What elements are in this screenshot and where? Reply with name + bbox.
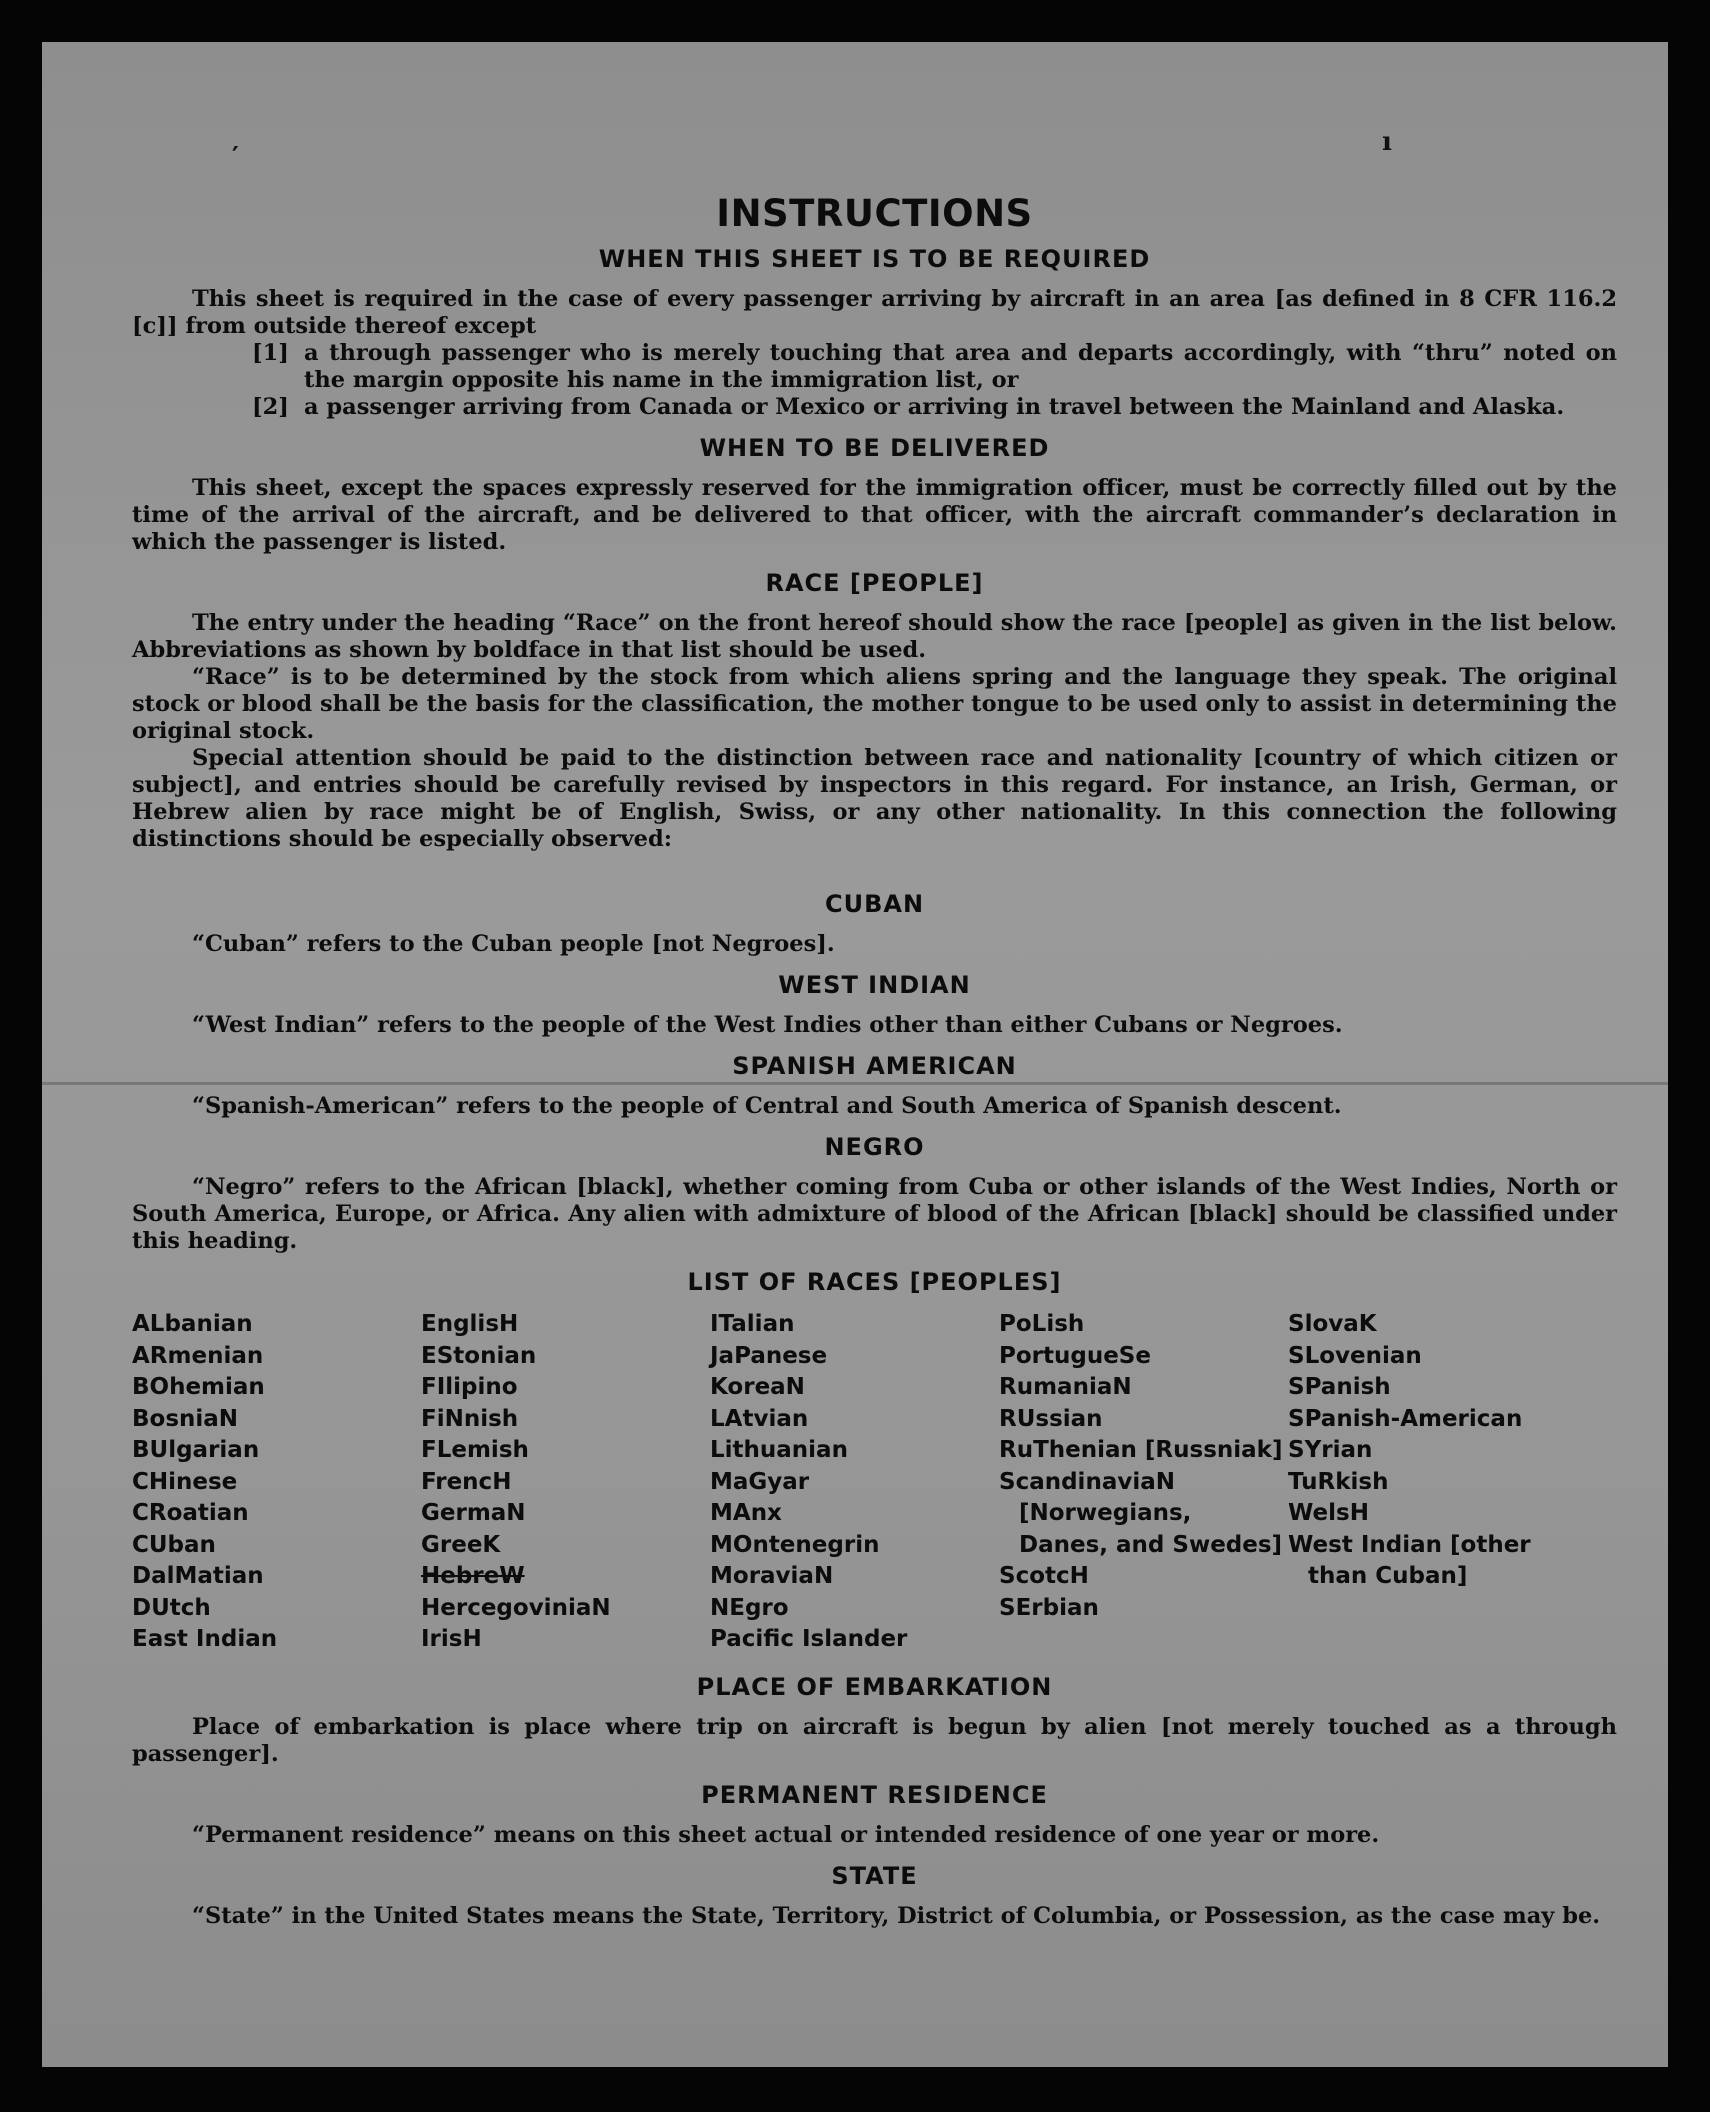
heading-cuban: CUBAN bbox=[824, 890, 925, 918]
heading-state: STATE bbox=[831, 1861, 918, 1890]
race-item: HercegoviniaN bbox=[421, 1594, 611, 1621]
race-item: SErbian bbox=[999, 1594, 1099, 1621]
race-item: MaGyar bbox=[710, 1468, 810, 1495]
page-title: INSTRUCTIONS bbox=[716, 192, 1033, 235]
race-item: MOntenegrin bbox=[710, 1531, 880, 1558]
race-item: EnglisH bbox=[421, 1311, 519, 1337]
heading-negro: NEGRO bbox=[824, 1133, 925, 1161]
race-item: MoraviaN bbox=[710, 1563, 834, 1589]
race-item: BUlgarian bbox=[132, 1437, 260, 1463]
heading-spanish-american: SPANISH AMERICAN bbox=[732, 1052, 1017, 1080]
west-indian-text: “West Indian” refers to the people of the West Indies other than either Cubans or Negroes. bbox=[192, 1012, 1343, 1038]
race-item: SlovaK bbox=[1288, 1311, 1377, 1337]
heading-permanent-residence: PERMANENT RESIDENCE bbox=[701, 1780, 1048, 1809]
race-item-struck-out: HebreW bbox=[421, 1563, 525, 1589]
race-item: FLemish bbox=[421, 1437, 529, 1463]
race-item: KoreaN bbox=[710, 1374, 805, 1400]
race-paragraph: “Race” is to be determined by the stock from which aliens spring and the language they speak. The original stock or blood shall be the basis for the classification, the mother tongue to be used only to assist in determining the original stock. bbox=[132, 664, 1617, 744]
race-paragraph: Special attention should be paid to the distinction between race and nationality [country of which citizen or subject], and entries should be carefully revised by inspectors in this regard. For instance, an Irish, German, or Hebrew alien by race might be of English, Swiss, or any other nationality. In this connection the following distinctions should be especially observed: bbox=[132, 745, 1617, 852]
spanish-american-text: “Spanish-American” refers to the people of Central and South America of Spanish descent. bbox=[192, 1093, 1342, 1119]
race-item: NEgro bbox=[710, 1594, 789, 1621]
race-item: CHinese bbox=[132, 1468, 238, 1495]
race-column-1 bbox=[132, 1309, 421, 1656]
race-item: BOhemian bbox=[132, 1374, 265, 1400]
heading-embarkation: PLACE OF EMBARKATION bbox=[696, 1672, 1053, 1701]
race-item: CRoatian bbox=[132, 1500, 249, 1526]
race-list bbox=[132, 1309, 1617, 1656]
race-item: BosniaN bbox=[132, 1405, 239, 1432]
race-item: GreeK bbox=[421, 1531, 501, 1558]
when-delivered-text: This sheet, except the spaces expressly reserved for the immigration officer, must be correctly filled out by the time of the arrival of the aircraft, and be delivered to that officer, with the aircraft commander’s declaration in which the passenger is listed. bbox=[132, 475, 1617, 555]
race-item: DalMatian bbox=[132, 1563, 264, 1589]
race-item: RuThenian [Russniak] bbox=[999, 1437, 1283, 1463]
race-column-3 bbox=[710, 1309, 999, 1656]
race-item: West Indian [other than Cuban] bbox=[1288, 1531, 1531, 1589]
race-item: GermaN bbox=[421, 1500, 526, 1526]
race-item: JaPanese bbox=[710, 1342, 828, 1369]
race-item: CUban bbox=[132, 1531, 216, 1558]
race-item: FiNnish bbox=[421, 1405, 519, 1432]
embarkation-text: Place of embarkation is place where trip on aircraft is begun by alien [not merely touched as a through passenger]. bbox=[132, 1713, 1617, 1767]
exception-item: [1] a through passenger who is merely touching that area and departs accordingly, with “thru” noted on the margin opposite his name in the immigration list, or bbox=[252, 340, 1617, 393]
race-item: Lithuanian bbox=[710, 1437, 848, 1463]
stray-mark: ′ bbox=[232, 142, 239, 172]
state-text: “State” in the United States means the State, Territory, District of Columbia, or Possession, as the case may be. bbox=[192, 1902, 1601, 1929]
permanent-residence-text: “Permanent residence” means on this sheet actual or intended residence of one year or more. bbox=[192, 1821, 1380, 1848]
race-paragraph: The entry under the heading “Race” on the front hereof should show the race [people] as given in the list below. Abbreviations as shown by boldface in that list should be used. bbox=[132, 610, 1617, 663]
heading-when-required: WHEN THIS SHEET IS TO BE REQUIRED bbox=[598, 245, 1151, 273]
exception-item: [2] a passenger arriving from Canada or Mexico or arriving in travel between the Mainland and Alaska. bbox=[252, 394, 1565, 420]
race-item: IrisH bbox=[421, 1626, 482, 1652]
race-item: SLovenian bbox=[1288, 1342, 1422, 1369]
heading-when-delivered: WHEN TO BE DELIVERED bbox=[699, 434, 1050, 462]
negro-text: “Negro” refers to the African [black], whether coming from Cuba or other islands of the West Indies, North or South America, Europe, or Africa. Any alien with admixture of blood of the African [black] should be classified under this heading. bbox=[132, 1174, 1617, 1254]
race-item: ALbanian bbox=[132, 1311, 253, 1337]
race-item: PortugueSe bbox=[999, 1342, 1151, 1369]
race-item: ITalian bbox=[710, 1311, 795, 1337]
race-item: DUtch bbox=[132, 1594, 211, 1621]
race-item: ScotcH bbox=[999, 1563, 1089, 1589]
stray-mark: ı bbox=[1382, 127, 1392, 157]
race-item: FIlipino bbox=[421, 1374, 518, 1400]
race-column-5 bbox=[1288, 1309, 1577, 1656]
race-item: EStonian bbox=[421, 1342, 537, 1369]
race-item: WelsH bbox=[1288, 1500, 1369, 1526]
heading-list-of-races: LIST OF RACES [PEOPLES] bbox=[687, 1268, 1062, 1296]
race-item: East Indian bbox=[132, 1626, 278, 1652]
race-item: MAnx bbox=[710, 1500, 782, 1526]
document-page bbox=[42, 42, 1668, 2067]
race-column-2 bbox=[421, 1309, 710, 1656]
race-item: SYrian bbox=[1288, 1437, 1373, 1463]
race-item: RUssian bbox=[999, 1405, 1103, 1432]
race-item: RumaniaN bbox=[999, 1374, 1132, 1400]
instructions-body bbox=[132, 192, 1617, 1930]
race-item: LAtvian bbox=[710, 1405, 809, 1432]
race-item: TuRkish bbox=[1288, 1468, 1389, 1495]
race-item: ARmenian bbox=[132, 1342, 264, 1369]
race-column-4 bbox=[999, 1309, 1288, 1656]
race-item: Pacific Islander bbox=[710, 1626, 908, 1652]
cuban-text: “Cuban” refers to the Cuban people [not Negroes]. bbox=[192, 931, 835, 957]
when-required-text: This sheet is required in the case of every passenger arriving by aircraft in an area [as defined in 8 CFR 116.2 [c]] from outside thereof except bbox=[132, 286, 1617, 339]
race-item: SPanish bbox=[1288, 1374, 1391, 1400]
heading-west-indian: WEST INDIAN bbox=[778, 971, 971, 999]
race-item: FrencH bbox=[421, 1468, 512, 1495]
race-item: PoLish bbox=[999, 1311, 1085, 1337]
race-item: SPanish-American bbox=[1288, 1405, 1523, 1432]
race-item: ScandinaviaN [Norwegians, Danes, and Swedes] bbox=[999, 1468, 1283, 1558]
heading-race: RACE [PEOPLE] bbox=[765, 569, 984, 597]
